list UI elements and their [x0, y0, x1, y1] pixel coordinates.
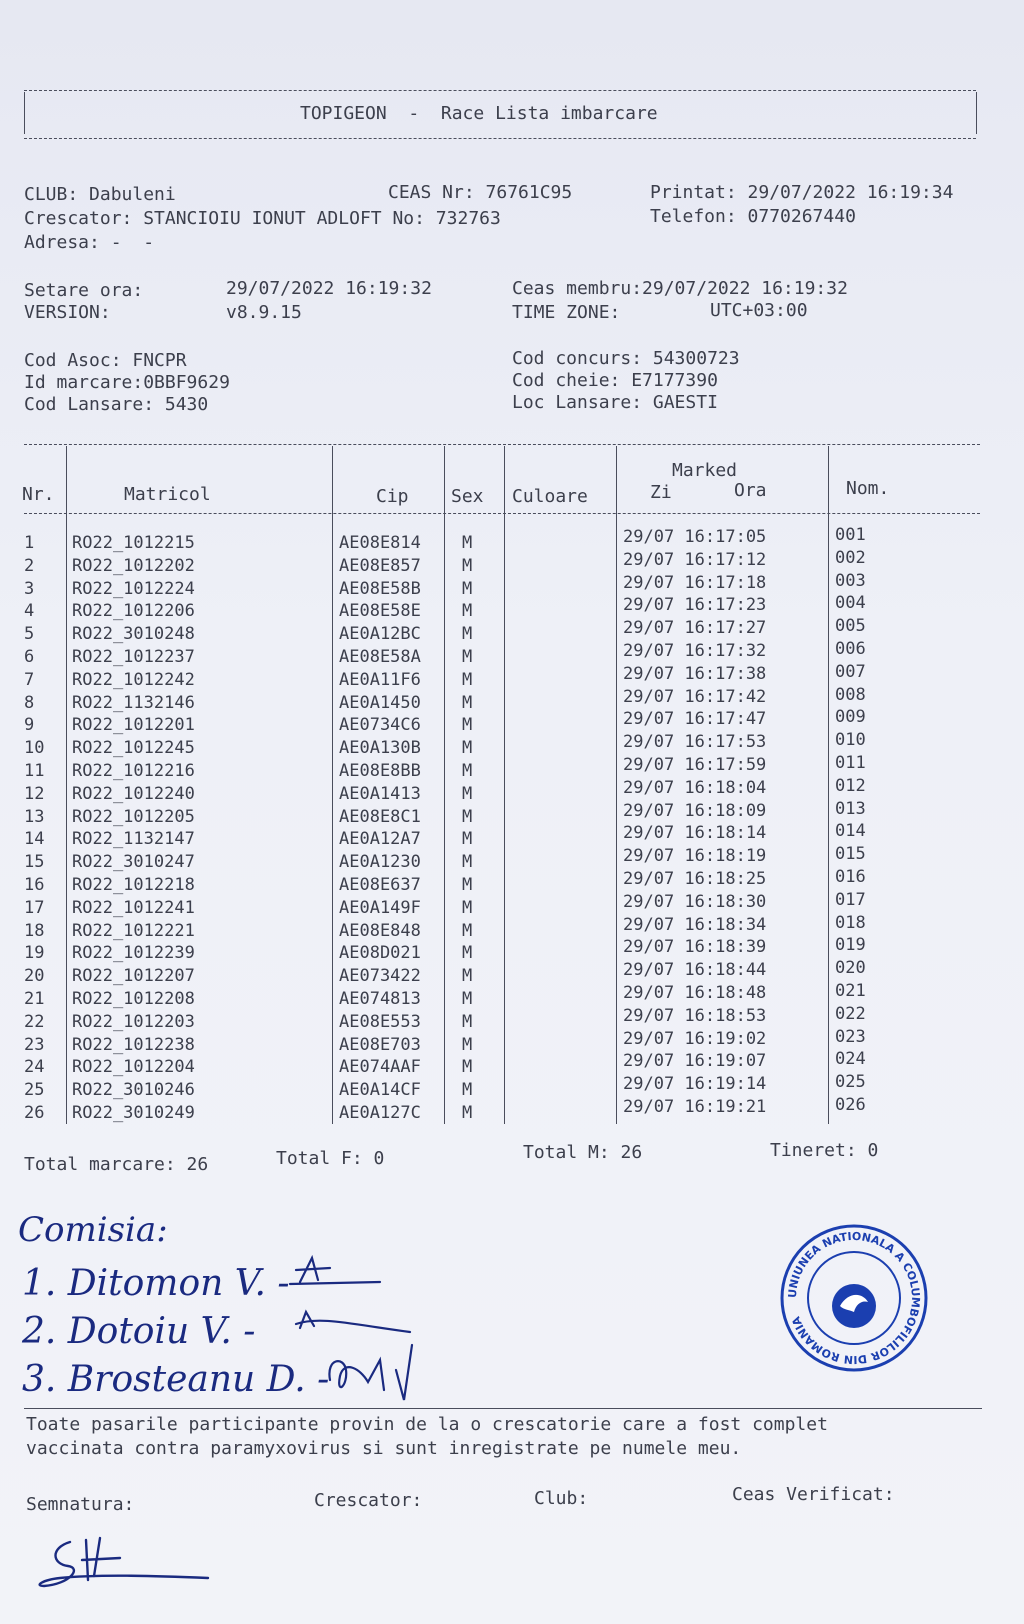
cell-matricol: RO22_3010248 [72, 624, 195, 645]
cell-nom: 026 [835, 1094, 866, 1115]
document-title: TOPIGEON - Race Lista imbarcare [300, 103, 658, 124]
cell-matricol: RO22_1012208 [72, 988, 195, 1009]
cell-marked: 29/07 16:18:39 [623, 937, 767, 958]
cell-nom: 014 [835, 821, 866, 842]
cell-sex: M [462, 624, 473, 645]
cell-nom: 021 [835, 980, 866, 1001]
cell-nom: 022 [835, 1003, 866, 1024]
cell-sex: M [462, 852, 473, 873]
cell-cip: AE08E553 [339, 1011, 421, 1032]
commission-member-1: 1. Ditomon V. - [22, 1263, 290, 1304]
cell-nr: 5 [24, 624, 35, 645]
cell-matricol: RO22_3010246 [72, 1080, 195, 1101]
cell-matricol: RO22_1132146 [72, 692, 195, 713]
cell-cip: AE0A12BC [339, 624, 421, 645]
cell-nr: 10 [24, 738, 45, 759]
cell-nom: 018 [835, 912, 866, 933]
signature-1 [290, 1258, 380, 1284]
commission-member-2: 2. Dotoiu V. - [22, 1311, 256, 1352]
phone: Telefon: 0770267440 [650, 206, 856, 227]
cell-matricol: RO22_1012221 [72, 920, 195, 941]
cell-nom: 002 [835, 547, 866, 568]
cell-matricol: RO22_1012238 [72, 1034, 195, 1055]
cell-marked: 29/07 16:17:38 [623, 663, 767, 684]
printed-date: Printat: 29/07/2022 16:19:34 [650, 182, 954, 203]
column-marked [623, 526, 766, 1119]
cell-nr: 13 [24, 806, 45, 827]
cell-nr: 20 [24, 966, 45, 987]
cell-sex: M [462, 646, 473, 667]
statement-line-1: Toate pasarile participante provin de la o crescatorie care a fost complet [26, 1414, 828, 1435]
cell-matricol: RO22_1012201 [72, 715, 195, 736]
cell-nom: 012 [835, 775, 866, 796]
cod-lansare: Cod Lansare: 5430 [24, 394, 209, 415]
cell-nom: 007 [835, 661, 866, 682]
cell-marked: 29/07 16:17:18 [623, 572, 767, 593]
cell-sex: M [462, 1011, 473, 1032]
cell-nom: 009 [835, 707, 866, 728]
separator-sex [504, 446, 505, 1124]
cell-matricol: RO22_1012218 [72, 874, 195, 895]
separator-marked [828, 446, 829, 1124]
cell-matricol: RO22_1132147 [72, 829, 195, 850]
total-marcare: Total marcare: 26 [24, 1154, 209, 1175]
loc-lansare: Loc Lansare: GAESTI [512, 392, 718, 413]
cell-nr: 15 [24, 852, 45, 873]
cell-nom: 010 [835, 730, 866, 751]
cell-matricol: RO22_1012207 [72, 966, 195, 987]
cell-cip: AE08E848 [339, 920, 421, 941]
cell-nom: 003 [835, 570, 866, 591]
cell-nom: 013 [835, 798, 866, 819]
cell-marked: 29/07 16:18:04 [623, 777, 767, 798]
cell-cip: AE0734C6 [339, 715, 421, 736]
header-bottom-border [24, 138, 976, 139]
cell-nom: 016 [835, 866, 866, 887]
cell-cip: AE08D021 [339, 943, 421, 964]
statement-line-2: vaccinata contra paramyxovirus si sunt inregistrate pe numele meu. [26, 1438, 742, 1459]
cell-cip: AE0A12A7 [339, 829, 421, 850]
cell-cip: AE08E703 [339, 1034, 421, 1055]
header-right-border [976, 92, 977, 134]
cell-nr: 24 [24, 1057, 45, 1078]
cell-marked: 29/07 16:17:59 [623, 754, 767, 775]
time-zone-label: TIME ZONE: [512, 302, 621, 323]
cell-matricol: RO22_1012241 [72, 897, 195, 918]
cell-sex: M [462, 1080, 473, 1101]
cell-matricol: RO22_1012203 [72, 1011, 195, 1032]
cell-nom: 020 [835, 958, 866, 979]
cell-cip: AE0A14CF [339, 1080, 421, 1101]
club-label: Club: [534, 1488, 589, 1509]
cell-matricol: RO22_1012202 [72, 555, 195, 576]
cell-cip: AE0A149F [339, 897, 421, 918]
cell-nr: 8 [24, 692, 35, 713]
version-label: VERSION: [24, 302, 111, 323]
cell-sex: M [462, 829, 473, 850]
club-stamp [778, 1222, 930, 1374]
cell-sex: M [462, 1057, 473, 1078]
cell-nr: 23 [24, 1034, 45, 1055]
cell-matricol: RO22_3010247 [72, 852, 195, 873]
cell-sex: M [462, 669, 473, 690]
stamp-text: UNIUNEA NATIONALA A COLUMBOFILILOR DIN ROMANIA [785, 1229, 923, 1367]
commission-member-3: 3. Brosteanu D. - [22, 1359, 330, 1400]
cell-marked: 29/07 16:19:02 [623, 1028, 767, 1049]
club-name: CLUB: Dabuleni [24, 184, 176, 205]
table-top-border [24, 444, 980, 445]
cell-marked: 29/07 16:18:19 [623, 846, 767, 867]
cell-nr: 3 [24, 578, 35, 599]
cell-marked: 29/07 16:18:25 [623, 868, 767, 889]
cell-nr: 26 [24, 1102, 45, 1123]
cell-marked: 29/07 16:19:14 [623, 1074, 767, 1095]
cell-cip: AE0A1230 [339, 852, 421, 873]
cell-sex: M [462, 783, 473, 804]
cell-nr: 18 [24, 920, 45, 941]
cell-marked: 29/07 16:18:34 [623, 914, 767, 935]
separator-nr [66, 446, 67, 1124]
header-nom: Nom. [846, 478, 890, 499]
header-top-border [24, 90, 976, 91]
cell-sex: M [462, 988, 473, 1009]
column-sex [462, 532, 472, 1125]
ceas-membru: Ceas membru:29/07/2022 16:19:32 [512, 278, 848, 299]
breeder: Crescator: STANCIOIU IONUT ADLOFT No: 732763 [24, 208, 501, 229]
cell-sex: M [462, 601, 473, 622]
cell-cip: AE0A11F6 [339, 669, 421, 690]
cell-matricol: RO22_1012206 [72, 601, 195, 622]
cell-sex: M [462, 555, 473, 576]
cell-nr: 7 [24, 669, 35, 690]
cell-sex: M [462, 874, 473, 895]
cell-nom: 017 [835, 889, 866, 910]
header-left-border [24, 92, 25, 134]
tineret: Tineret: 0 [770, 1140, 879, 1161]
cell-nom: 011 [835, 752, 866, 773]
separator-cip [444, 446, 445, 1124]
cell-matricol: RO22_1012245 [72, 738, 195, 759]
column-nr [24, 532, 44, 1125]
cell-cip: AE08E58E [339, 601, 421, 622]
cell-marked: 29/07 16:17:42 [623, 686, 767, 707]
cell-matricol: RO22_1012224 [72, 578, 195, 599]
cell-cip: AE08E58A [339, 646, 421, 667]
header-ora: Ora [734, 480, 767, 501]
cell-nr: 1 [24, 533, 35, 553]
cell-nom: 023 [835, 1026, 866, 1047]
cell-cip: AE0A1450 [339, 692, 421, 713]
setare-ora-label: Setare ora: [24, 280, 144, 301]
header-zi: Zi [650, 482, 672, 503]
cell-nr: 2 [24, 555, 35, 576]
cell-marked: 29/07 16:17:47 [623, 709, 767, 730]
cell-nr: 6 [24, 646, 35, 667]
cell-matricol: RO22_1012204 [72, 1057, 195, 1078]
cell-sex: M [462, 692, 473, 713]
header-marked: Marked [672, 460, 738, 481]
cell-sex: M [462, 578, 473, 599]
cell-marked: 29/07 16:19:21 [623, 1096, 767, 1117]
address: Adresa: - - [24, 232, 155, 253]
cell-nr: 16 [24, 874, 45, 895]
cell-matricol: RO22_1012240 [72, 783, 195, 804]
cell-sex: M [462, 806, 473, 827]
cell-nom: 006 [835, 638, 866, 659]
table-header-border [24, 513, 980, 514]
cell-sex: M [462, 920, 473, 941]
cell-marked: 29/07 16:18:30 [623, 891, 767, 912]
cell-nom: 004 [835, 593, 866, 614]
cell-nom: 001 [835, 525, 866, 545]
cell-nom: 024 [835, 1049, 866, 1070]
cell-marked: 29/07 16:17:05 [623, 527, 767, 547]
cell-sex: M [462, 943, 473, 964]
cell-sex: M [462, 966, 473, 987]
cell-cip: AE0A1413 [339, 783, 421, 804]
time-zone-value: UTC+03:00 [710, 300, 808, 321]
cell-nr: 9 [24, 715, 35, 736]
commission-title: Comisia: [18, 1210, 168, 1250]
cell-sex: M [462, 715, 473, 736]
column-cip [339, 532, 421, 1125]
cell-cip: AE074AAF [339, 1057, 421, 1078]
statement-divider [24, 1408, 982, 1409]
total-m: Total M: 26 [523, 1142, 643, 1163]
cell-cip: AE073422 [339, 966, 421, 987]
cell-sex: M [462, 1034, 473, 1055]
cell-nom: 025 [835, 1072, 866, 1093]
cell-cip: AE08E58B [339, 578, 421, 599]
version-value: v8.9.15 [226, 302, 302, 323]
crescator-label: Crescator: [314, 1490, 423, 1511]
cell-marked: 29/07 16:17:12 [623, 549, 767, 570]
cell-matricol: RO22_1012237 [72, 646, 195, 667]
cell-matricol: RO22_1012215 [72, 533, 195, 553]
cell-nom: 008 [835, 684, 866, 705]
cell-cip: AE08E637 [339, 874, 421, 895]
id-marcare: Id marcare:0BBF9629 [24, 372, 230, 393]
cell-sex: M [462, 1102, 473, 1123]
column-nom [835, 524, 866, 1117]
cell-matricol: RO22_3010249 [72, 1102, 195, 1123]
cod-cheie: Cod cheie: E7177390 [512, 370, 718, 391]
cell-cip: AE08E857 [339, 555, 421, 576]
commission-signatures [0, 1200, 440, 1430]
cell-nr: 21 [24, 988, 45, 1009]
cell-sex: M [462, 760, 473, 781]
cell-sex: M [462, 533, 473, 553]
cell-sex: M [462, 897, 473, 918]
cell-nom: 005 [835, 616, 866, 637]
cell-marked: 29/07 16:17:32 [623, 640, 767, 661]
header-culoare: Culoare [512, 486, 588, 507]
cell-cip: AE08E8C1 [339, 806, 421, 827]
cell-marked: 29/07 16:18:14 [623, 823, 767, 844]
column-matricol [72, 532, 195, 1125]
cell-nr: 19 [24, 943, 45, 964]
cell-matricol: RO22_1012205 [72, 806, 195, 827]
cell-marked: 29/07 16:18:09 [623, 800, 767, 821]
cell-matricol: RO22_1012216 [72, 760, 195, 781]
cell-marked: 29/07 16:18:44 [623, 960, 767, 981]
cell-nr: 4 [24, 601, 35, 622]
cell-nr: 14 [24, 829, 45, 850]
cell-cip: AE08E8BB [339, 760, 421, 781]
cell-nr: 12 [24, 783, 45, 804]
cell-marked: 29/07 16:18:48 [623, 982, 767, 1003]
header-nr: Nr. [22, 484, 55, 505]
header-matricol: Matricol [124, 484, 211, 505]
header-cip: Cip [376, 486, 409, 507]
cell-marked: 29/07 16:18:53 [623, 1005, 767, 1026]
header-sex: Sex [451, 486, 484, 507]
separator-matricol [332, 446, 333, 1124]
total-f: Total F: 0 [276, 1148, 385, 1169]
cell-nr: 17 [24, 897, 45, 918]
cell-nom: 015 [835, 844, 866, 865]
breeder-signature [30, 1530, 220, 1600]
cod-concurs: Cod concurs: 54300723 [512, 348, 740, 369]
cell-sex: M [462, 738, 473, 759]
cell-cip: AE0A130B [339, 738, 421, 759]
cell-marked: 29/07 16:17:53 [623, 732, 767, 753]
cell-nr: 25 [24, 1080, 45, 1101]
cell-matricol: RO22_1012239 [72, 943, 195, 964]
cell-nr: 11 [24, 760, 45, 781]
cod-asoc: Cod Asoc: FNCPR [24, 350, 187, 371]
ceas-verificat-label: Ceas Verificat: [732, 1484, 895, 1505]
setare-ora-value: 29/07/2022 16:19:32 [226, 278, 432, 299]
cell-cip: AE08E814 [339, 533, 421, 553]
separator-culoare [616, 446, 617, 1124]
signature-2 [296, 1312, 410, 1332]
cell-nom: 019 [835, 935, 866, 956]
cell-cip: AE074813 [339, 988, 421, 1009]
cell-nr: 22 [24, 1011, 45, 1032]
cell-marked: 29/07 16:17:23 [623, 595, 767, 616]
cell-cip: AE0A127C [339, 1102, 421, 1123]
cell-matricol: RO22_1012242 [72, 669, 195, 690]
ceas-nr: CEAS Nr: 76761C95 [388, 182, 573, 203]
signature-3 [329, 1345, 412, 1400]
semnatura-label: Semnatura: [26, 1494, 135, 1515]
cell-marked: 29/07 16:19:07 [623, 1051, 767, 1072]
cell-marked: 29/07 16:17:27 [623, 618, 767, 639]
